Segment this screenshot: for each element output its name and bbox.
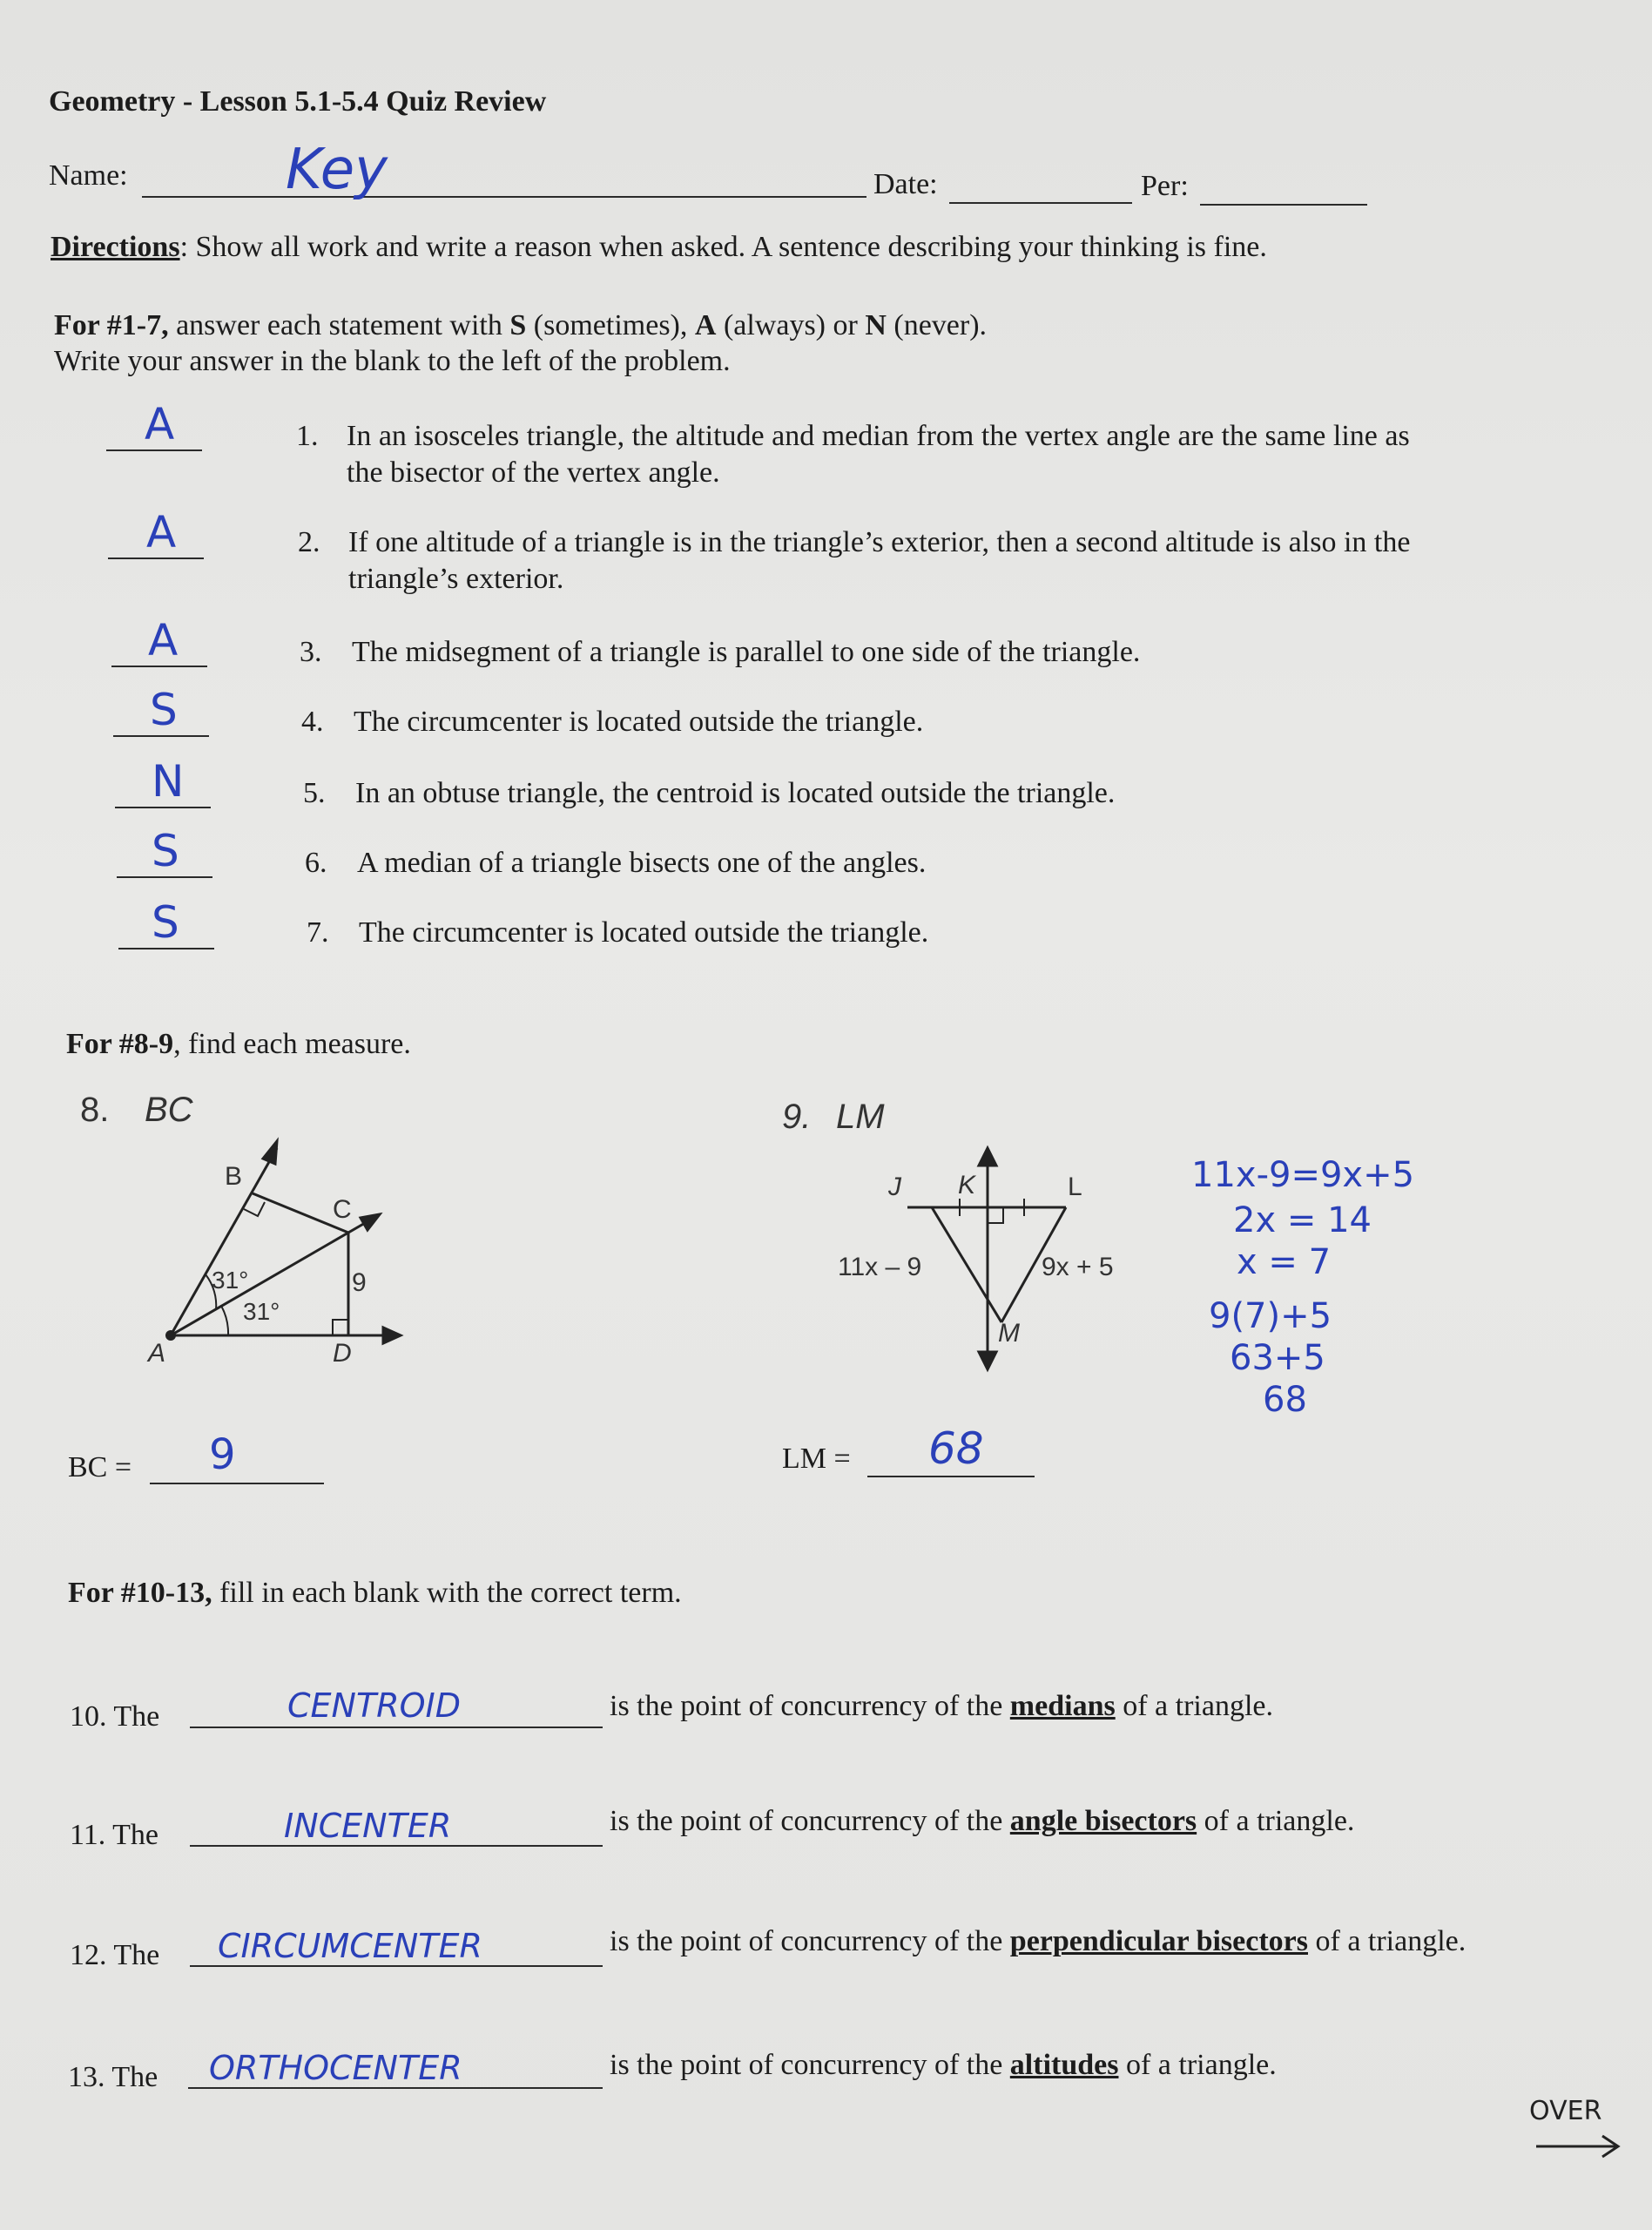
- q9-answer-line: [867, 1476, 1035, 1477]
- answer-value: CENTROID: [287, 1686, 461, 1725]
- arrow-right-icon: [1533, 2129, 1628, 2164]
- q9-target: LM: [836, 1098, 885, 1136]
- section3-intro-text: fill in each blank with the correct term.: [212, 1577, 682, 1609]
- question-number: 2.: [298, 526, 320, 558]
- q9-left-expr: 11x – 9: [838, 1253, 922, 1281]
- question-number: 11. The: [70, 1819, 158, 1851]
- question-text: [610, 1805, 1354, 1838]
- q9-right-angle: [988, 1207, 1003, 1223]
- q8-number: 8.: [80, 1091, 110, 1129]
- q9-right-expr: 9x + 5: [1042, 1253, 1114, 1281]
- q9-work-line: 11x-9=9x+5: [1191, 1155, 1415, 1195]
- q8-label-c: C: [333, 1195, 352, 1224]
- text-post: of a triangle.: [1308, 1925, 1467, 1957]
- answer-line: [190, 1727, 603, 1728]
- q9-answer: 68: [928, 1423, 984, 1474]
- q8-side-length: 9: [352, 1268, 367, 1297]
- question-text-cont: triangle’s exterior.: [348, 563, 564, 595]
- q9-work-line: 68: [1263, 1380, 1307, 1420]
- q8-angle2: 31°: [243, 1298, 280, 1325]
- q9-label-k: K: [958, 1171, 976, 1199]
- q8-label-a: A: [148, 1339, 166, 1368]
- question-text: The midsegment of a triangle is parallel to one side of the triangle.: [352, 636, 1141, 668]
- answer-value: S: [150, 685, 178, 735]
- text-pre: is the point of concurrency of the: [610, 1690, 1010, 1722]
- section2-intro-bold: For #8-9: [66, 1028, 174, 1060]
- question-text: In an obtuse triangle, the centroid is located outside the triangle.: [355, 777, 1116, 809]
- question-number: 4.: [301, 706, 324, 738]
- option-a: A: [694, 309, 717, 341]
- option-s: S: [509, 309, 527, 341]
- section3-intro: [68, 1577, 682, 1610]
- directions-text: : Show all work and write a reason when asked. A sentence describing your thinking is fine.: [179, 231, 1267, 263]
- answer-line: [188, 2087, 603, 2089]
- option-n: N: [865, 309, 887, 341]
- q9-number: 9.: [782, 1098, 812, 1136]
- q8-answer-label: BC =: [68, 1451, 132, 1483]
- answer-value: S: [152, 897, 179, 948]
- question-number: 3.: [300, 636, 322, 668]
- question-number: 6.: [305, 847, 327, 879]
- question-text: [610, 1690, 1273, 1723]
- q9-arrow-up: [979, 1148, 996, 1166]
- section1-intro-bold: For #1-7,: [54, 309, 169, 341]
- date-label: Date:: [873, 168, 938, 200]
- answer-value: S: [152, 826, 179, 876]
- q9-work-line: 2x = 14: [1233, 1200, 1372, 1240]
- question-number: 5.: [303, 777, 326, 809]
- question-text: [610, 2049, 1277, 2082]
- question-text: The circumcenter is located outside the triangle.: [354, 706, 924, 738]
- text-post: of a triangle.: [1197, 1805, 1355, 1837]
- section2-intro-text: , find each measure.: [173, 1028, 411, 1060]
- over-note: OVER: [1529, 2096, 1602, 2126]
- q9-work-line: 63+5: [1230, 1338, 1325, 1378]
- answer-value: ORTHOCENTER: [209, 2049, 462, 2087]
- text-pre: is the point of concurrency of the: [610, 1805, 1010, 1837]
- answer-value: A: [145, 399, 175, 449]
- q8-label-b: B: [225, 1162, 243, 1191]
- q8-answer: 9: [209, 1430, 236, 1479]
- name-value: Key: [286, 138, 388, 202]
- text-post: of a triangle.: [1118, 2049, 1277, 2081]
- answer-line: [190, 1845, 603, 1847]
- q9-work-line: x = 7: [1237, 1242, 1332, 1282]
- key-term: perpendicular bisectors: [1009, 1925, 1308, 1957]
- question-text: [610, 1925, 1466, 1958]
- section1-intro-text: answer each statement with: [168, 309, 510, 341]
- question-text: A median of a triangle bisects one of the angles.: [357, 847, 927, 879]
- directions-label: Directions: [51, 231, 180, 263]
- text-pre: is the point of concurrency of the: [610, 1925, 1010, 1957]
- question-number: 12. The: [70, 1939, 160, 1971]
- q9-segment-jm: [932, 1207, 1001, 1322]
- per-label: Per:: [1141, 170, 1189, 202]
- question-number: 10. The: [70, 1700, 160, 1733]
- answer-value: CIRCUMCENTER: [218, 1927, 482, 1965]
- section1-intro-line2: Write your answer in the blank to the left of the problem.: [54, 345, 731, 377]
- text-pre: is the point of concurrency of the: [610, 2049, 1010, 2081]
- answer-line: [190, 1965, 603, 1967]
- key-term: altitudes: [1009, 2049, 1119, 2081]
- q9-label-l: L: [1068, 1172, 1082, 1201]
- page-title: Geometry - Lesson 5.1-5.4 Quiz Review: [49, 85, 547, 118]
- answer-value: N: [152, 756, 185, 807]
- option-n-text: (never).: [886, 309, 988, 341]
- key-term: angle bisectors: [1009, 1805, 1197, 1837]
- text-post: of a triangle.: [1115, 1690, 1273, 1722]
- q9-arrow-down: [979, 1352, 996, 1369]
- option-a-text: (always) or: [716, 309, 866, 341]
- question-text: If one altitude of a triangle is in the triangle’s exterior, then a second altitude is also in the: [348, 526, 1411, 558]
- question-text: In an isosceles triangle, the altitude and median from the vertex angle are the same line as: [347, 420, 1410, 452]
- question-number: 13. The: [68, 2061, 158, 2093]
- answer-value: INCENTER: [284, 1807, 452, 1845]
- answer-value: A: [148, 615, 179, 666]
- q9-label-m: M: [998, 1319, 1020, 1348]
- option-s-text: (sometimes),: [526, 309, 695, 341]
- q8-target: BC: [145, 1091, 193, 1129]
- section3-intro-bold: For #10-13,: [68, 1577, 212, 1609]
- q9-work-line: 9(7)+5: [1209, 1296, 1332, 1336]
- answer-value: A: [146, 507, 177, 558]
- name-label: Name:: [49, 159, 128, 192]
- question-text: The circumcenter is located outside the triangle.: [359, 916, 929, 949]
- q9-answer-label: LM =: [782, 1443, 851, 1475]
- question-number: 1.: [296, 420, 319, 452]
- q8-label-d: D: [333, 1339, 352, 1368]
- key-term: medians: [1009, 1690, 1116, 1722]
- question-text-cont: the bisector of the vertex angle.: [347, 456, 720, 489]
- q8-angle1: 31°: [212, 1267, 249, 1294]
- q9-label-j: J: [888, 1172, 901, 1201]
- question-number: 7.: [307, 916, 329, 949]
